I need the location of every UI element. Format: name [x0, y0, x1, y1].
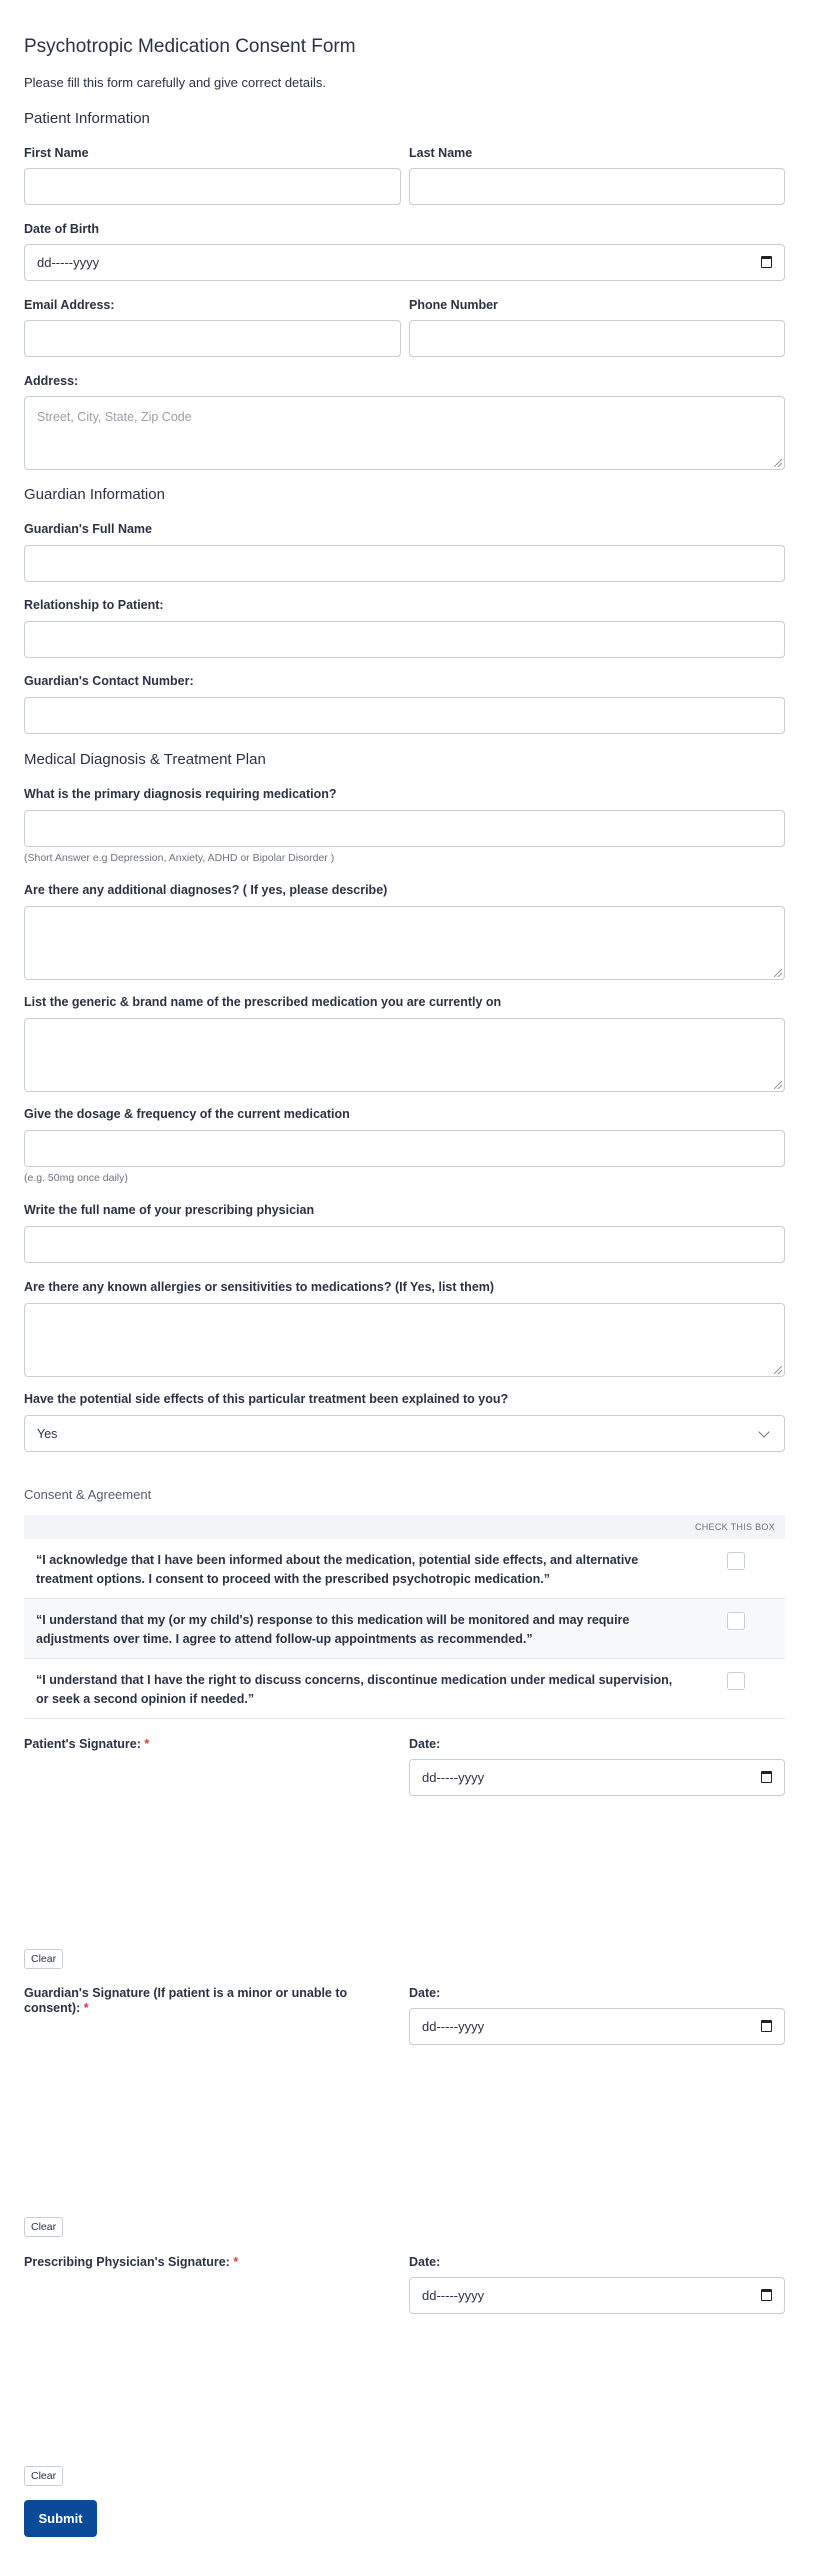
required-mark: * — [233, 2255, 239, 2269]
patient-date-value: dd-----yyyy — [422, 1770, 485, 1785]
phone-label: Phone Number — [409, 298, 498, 312]
side-effects-label: Have the potential side effects of this particular treatment been explained to you? — [24, 1392, 509, 1406]
patient-date-label: Date: — [409, 1737, 441, 1751]
relationship-input[interactable] — [24, 621, 785, 658]
physician-signature-label — [24, 2255, 238, 2269]
email-label: Email Address: — [24, 298, 115, 312]
section-guardian-title: Guardian Information — [24, 486, 165, 503]
required-mark: * — [144, 1737, 150, 1751]
dosage-hint: (e.g. 50mg once daily) — [24, 1172, 128, 1184]
last-name-label: Last Name — [409, 146, 473, 160]
address-placeholder: Street, City, State, Zip Code — [37, 410, 192, 424]
physician-date-input[interactable] — [409, 2277, 785, 2314]
medication-textarea[interactable] — [24, 1018, 785, 1092]
dob-label: Date of Birth — [24, 222, 99, 236]
calendar-icon[interactable] — [761, 256, 772, 268]
additional-diagnoses-label: Are there any additional diagnoses? ( If yes, please describe) — [24, 883, 388, 897]
consent-title: Consent & Agreement — [24, 1487, 152, 1502]
calendar-icon[interactable] — [761, 1771, 772, 1783]
guardian-date-input[interactable] — [409, 2008, 785, 2045]
physician-name-label: Write the full name of your prescribing physician — [24, 1203, 315, 1217]
consent-checkbox[interactable] — [727, 1672, 745, 1690]
check-column-header: CHECK THIS BOX — [694, 1522, 775, 1532]
patient-signature-label — [24, 1737, 149, 1751]
primary-diagnosis-hint: (Short Answer e.g Depression, Anxiety, ADHD or Bipolar Disorder ) — [24, 852, 335, 864]
side-effects-value: Yes — [37, 1427, 58, 1441]
section-patient-title: Patient Information — [24, 110, 150, 127]
resize-handle-icon[interactable] — [774, 1081, 782, 1089]
first-name-input[interactable] — [24, 168, 401, 205]
consent-text: “I understand that my (or my child's) response to this medication will be monitored and may require adjustments over time. I agree to attend follow-up appointments as recommended.” — [36, 1613, 630, 1646]
patient-date-input[interactable] — [409, 1759, 785, 1796]
guardian-signature-text: Guardian's Signature (If patient is a minor or unable to consent): — [24, 1986, 348, 2015]
consent-row — [24, 1539, 785, 1599]
side-effects-select[interactable] — [24, 1415, 785, 1452]
patient-clear-button[interactable]: Clear — [24, 1949, 63, 1969]
section-medical-title: Medical Diagnosis & Treatment Plan — [24, 751, 266, 768]
last-name-input[interactable] — [409, 168, 785, 205]
guardian-contact-input[interactable] — [24, 697, 785, 734]
form-title: Psychotropic Medication Consent Form — [24, 36, 356, 57]
additional-diagnoses-textarea[interactable] — [24, 906, 785, 980]
physician-signature-text: Prescribing Physician's Signature: — [24, 2255, 230, 2269]
phone-input[interactable] — [409, 320, 785, 357]
dosage-input[interactable] — [24, 1130, 785, 1167]
submit-button[interactable]: Submit — [24, 2500, 97, 2537]
patient-signature-pad[interactable] — [24, 1755, 401, 1940]
consent-checkbox[interactable] — [727, 1552, 745, 1570]
guardian-name-label: Guardian's Full Name — [24, 522, 153, 536]
allergies-textarea[interactable] — [24, 1303, 785, 1377]
resize-handle-icon[interactable] — [774, 969, 782, 977]
primary-diagnosis-label: What is the primary diagnosis requiring medication? — [24, 787, 337, 801]
first-name-label: First Name — [24, 146, 89, 160]
guardian-date-label: Date: — [409, 1986, 441, 2000]
calendar-icon[interactable] — [761, 2289, 772, 2301]
chevron-down-icon — [758, 1426, 769, 1437]
guardian-contact-label: Guardian's Contact Number: — [24, 674, 194, 688]
address-textarea[interactable] — [24, 396, 785, 470]
relationship-label: Relationship to Patient: — [24, 598, 164, 612]
guardian-name-input[interactable] — [24, 545, 785, 582]
calendar-icon[interactable] — [761, 2020, 772, 2032]
physician-name-input[interactable] — [24, 1226, 785, 1263]
dob-input[interactable] — [24, 244, 785, 281]
address-label: Address: — [24, 374, 79, 388]
physician-signature-pad[interactable] — [24, 2275, 401, 2460]
patient-signature-text: Patient's Signature: — [24, 1737, 141, 1751]
guardian-date-value: dd-----yyyy — [422, 2019, 485, 2034]
primary-diagnosis-input[interactable] — [24, 810, 785, 847]
required-mark: * — [83, 2001, 89, 2015]
consent-row — [24, 1599, 785, 1659]
consent-checkbox[interactable] — [727, 1612, 745, 1630]
form-description: Please fill this form carefully and give correct details. — [24, 75, 327, 90]
email-input[interactable] — [24, 320, 401, 357]
consent-text: “I understand that I have the right to discuss concerns, discontinue medication under medical supervision, or seek a second opinion if needed.” — [36, 1673, 673, 1706]
resize-handle-icon[interactable] — [774, 459, 782, 467]
consent-table-header — [24, 1515, 785, 1539]
dosage-label: Give the dosage & frequency of the current medication — [24, 1107, 350, 1121]
guardian-signature-pad[interactable] — [24, 2020, 401, 2210]
resize-handle-icon[interactable] — [774, 1366, 782, 1374]
physician-date-value: dd-----yyyy — [422, 2288, 485, 2303]
consent-row — [24, 1659, 785, 1719]
consent-text: “I acknowledge that I have been informed about the medication, potential side effects, and alternative treatment options. I consent to proceed with the prescribed psychotropic medication.” — [36, 1553, 639, 1586]
physician-clear-button[interactable]: Clear — [24, 2466, 63, 2486]
medication-label: List the generic & brand name of the prescribed medication you are currently on — [24, 995, 502, 1009]
dob-value: dd-----yyyy — [37, 255, 100, 270]
physician-date-label: Date: — [409, 2255, 441, 2269]
allergies-label: Are there any known allergies or sensitivities to medications? (If Yes, list them) — [24, 1280, 495, 1294]
guardian-signature-label — [24, 1986, 404, 2016]
guardian-clear-button[interactable]: Clear — [24, 2217, 63, 2237]
